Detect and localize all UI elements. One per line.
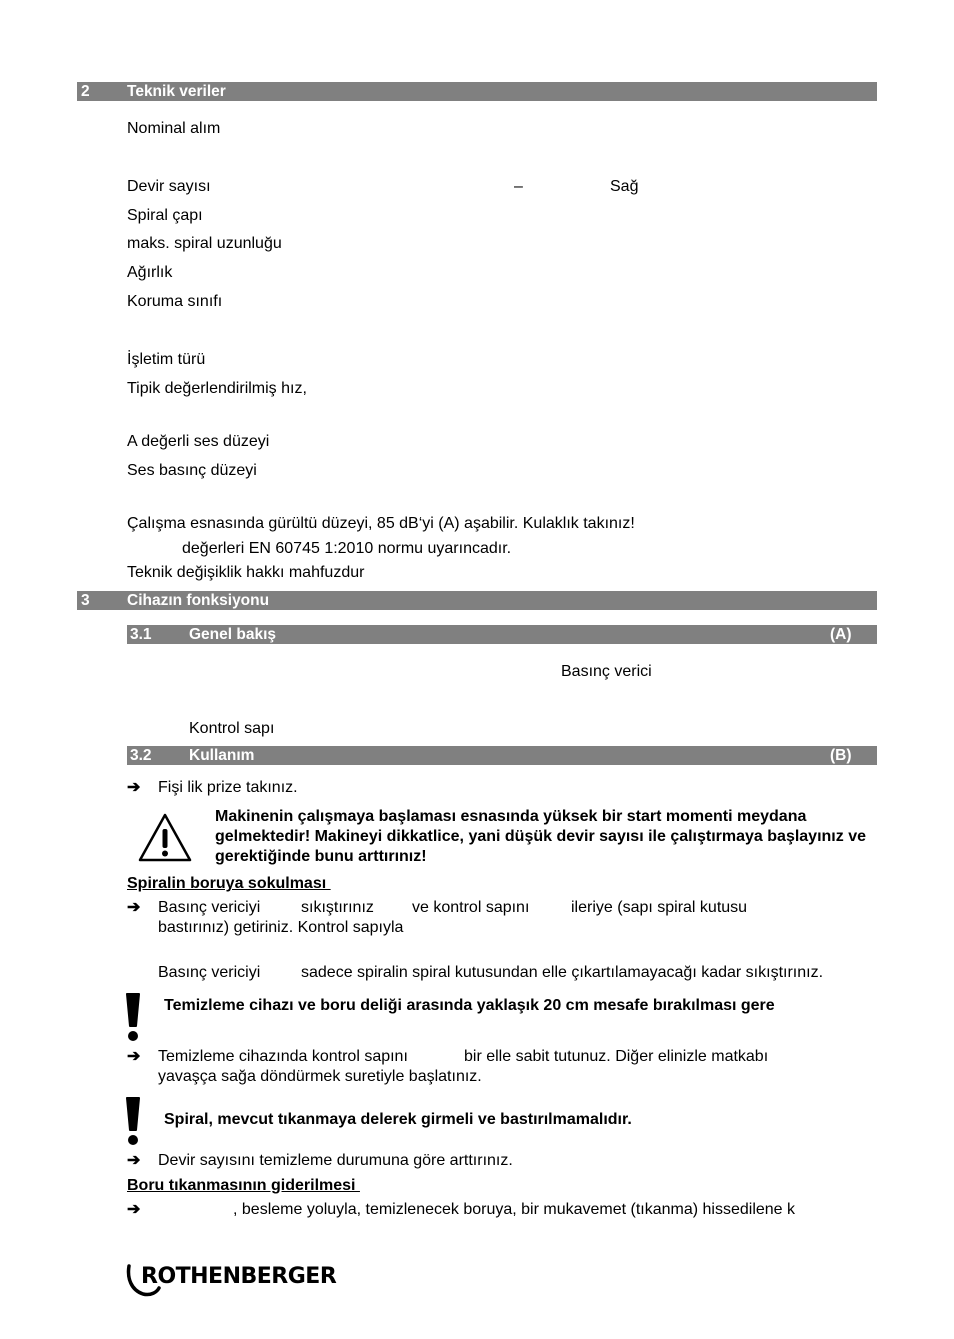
spec-protection-label: Koruma sınıfı	[127, 293, 223, 310]
spec-pressure-level-label: Ses basınç düzeyi	[127, 462, 257, 479]
hold-text-a1: Temizleme cihazında kontrol sapını	[158, 1048, 408, 1065]
clear-text: , besleme yoluyla, temizlenecek boruya, bir mukavemet (tıkanma) hissedilene k	[233, 1201, 796, 1218]
figure-ref: (A)	[830, 626, 852, 643]
insert-text-a4: ileriye (sapı spiral kutusu	[571, 899, 748, 916]
spec-max-length-label: maks. spiral uzunluğu	[127, 235, 282, 252]
rights-note: Teknik değişiklik hakkı mahfuzdur	[127, 564, 365, 581]
section-2-header	[77, 82, 877, 101]
arrow-right-icon: ➔	[127, 899, 141, 916]
section-title: Teknik veriler	[127, 83, 226, 100]
exclamation-icon	[124, 1096, 142, 1146]
section-3-header	[77, 591, 877, 610]
overview-control-handle: Kontrol sapı	[189, 720, 275, 737]
arrow-right-icon: ➔	[127, 779, 141, 796]
subsection-3-1-header	[127, 625, 877, 644]
spec-spiral-diameter-label: Spiral çapı	[127, 207, 203, 224]
subsection-number: 3.1	[130, 626, 152, 643]
subsection-title: Genel bakış	[189, 626, 277, 643]
brand-name: ROTHENBERGER	[141, 1264, 337, 1289]
spec-mode-label: İşletim türü	[127, 351, 206, 368]
heading-insert-spiral: Spiralin boruya sokulması	[127, 875, 331, 892]
rothenberger-logo	[125, 1262, 365, 1298]
step-plug: Fişi lik prize takınız.	[158, 779, 298, 796]
insert-text-b: bastırınız) getiriniz. Kontrol sapıyla	[158, 919, 404, 936]
exclamation-icon	[124, 992, 142, 1042]
note-spiral: Spiral, mevcut tıkanmaya delerek girmeli ve bastırılmamalıdır.	[164, 1111, 632, 1128]
hold-text-b: yavaşça sağa döndürmek suretiyle başlatınız.	[158, 1068, 482, 1085]
arrow-right-icon: ➔	[127, 1201, 141, 1218]
insert-text-a1: Basınç vericiyi	[158, 899, 261, 916]
insert-text-c2: sadece spiralin spiral kutusundan elle çıkartılamayacağı kadar sıkıştırınız.	[301, 964, 824, 981]
spec-weight-label: Ağırlık	[127, 264, 173, 281]
overview-pressure-giver: Basınç verici	[561, 663, 652, 680]
figure-ref: (B)	[830, 747, 852, 764]
insert-text-a3: ve kontrol sapını	[412, 899, 530, 916]
spec-speed-dash: –	[514, 178, 523, 195]
spec-speed-label: Devir sayısı	[127, 178, 211, 195]
insert-text-c1: Basınç vericiyi	[158, 964, 261, 981]
step-speed: Devir sayısını temizleme durumuna göre arttırınız.	[158, 1152, 513, 1169]
warning-text: Makinenin çalışmaya başlaması esnasında yüksek bir start momenti meydana gelmektedir! Makineyi dikkatlice, yani düşük devir sayısı ile çalıştırmaya başlayınız ve gerektiğinde bunu arttırınız!	[215, 808, 866, 865]
subsection-title: Kullanım	[189, 747, 255, 764]
subsection-3-2-header	[127, 746, 877, 765]
subsection-number: 3.2	[130, 747, 152, 764]
section-number: 3	[81, 592, 90, 609]
arrow-right-icon: ➔	[127, 1152, 141, 1169]
arrow-right-icon: ➔	[127, 1048, 141, 1065]
heading-clear-blockage: Boru tıkanmasının giderilmesi	[127, 1177, 360, 1194]
noise-note: Çalışma esnasında gürültü düzeyi, 85 dB‘yi (A) aşabilir. Kulaklık takınız!	[127, 515, 635, 532]
note-distance: Temizleme cihazı ve boru deliği arasında yaklaşık 20 cm mesafe bırakılması gere	[164, 997, 775, 1014]
insert-text-a2: sıkıştırınız	[301, 899, 374, 916]
section-number: 2	[81, 83, 90, 100]
spec-nominal-label: Nominal alım	[127, 120, 221, 137]
spec-a-level-label: A değerli ses düzeyi	[127, 433, 270, 450]
standard-note: değerleri EN 60745 1:2010 normu uyarıncadır.	[182, 540, 512, 557]
section-title: Cihazın fonksiyonu	[127, 592, 270, 609]
hold-text-a2: bir elle sabit tutunuz. Diğer elinizle matkabı	[464, 1048, 769, 1065]
spec-speed-direction: Sağ	[610, 178, 639, 195]
warning-triangle-icon	[137, 812, 193, 864]
spec-rated-speed-label: Tipik değerlendirilmiş hız,	[127, 380, 307, 397]
